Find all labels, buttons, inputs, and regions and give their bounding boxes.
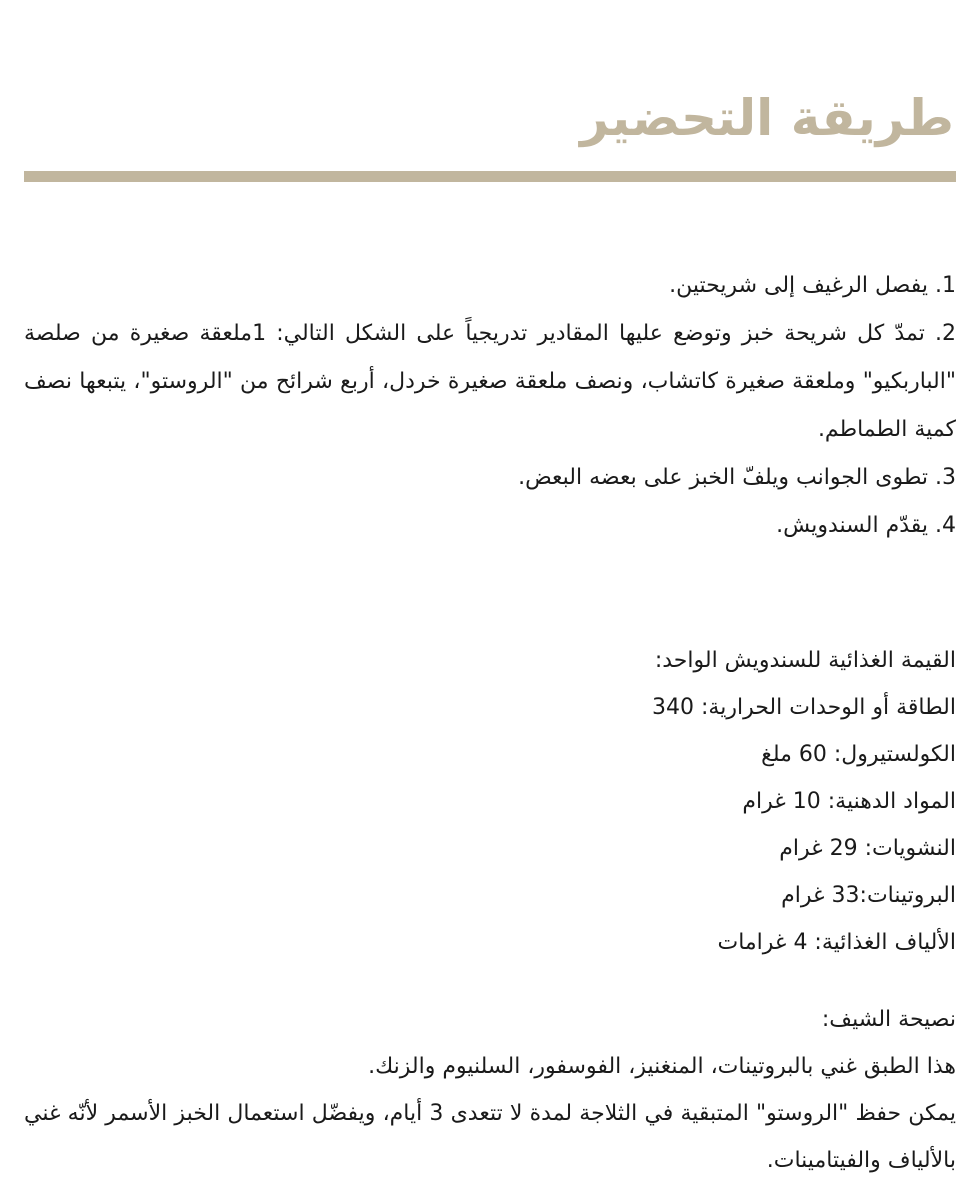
page-title: طريقة التحضير xyxy=(580,89,954,147)
tip-line-2: يمكن حفظ "الروستو" المتبقية في الثلاجة لمدة لا تتعدى 3 أيام، ويفضّل استعمال الخبز الأسمر لأنّه غني بالألياف والفيتامينات. xyxy=(24,1101,956,1173)
nutrition-item-protein: البروتينات:33 غرام xyxy=(781,883,956,908)
nutrition-item-fat: المواد الدهنية: 10 غرام xyxy=(742,789,956,814)
title-divider xyxy=(24,171,956,182)
step-4: 4. يقدّم السندويش. xyxy=(776,513,956,538)
tip-heading: نصيحة الشيف: xyxy=(821,1007,956,1032)
chef-tip xyxy=(24,996,956,1184)
nutrition-heading: القيمة الغذائية للسندويش الواحد: xyxy=(654,648,956,673)
nutrition-item-fiber: الألياف الغذائية: 4 غرامات xyxy=(717,930,956,955)
nutrition-item-calories: الطاقة أو الوحدات الحرارية: 340 xyxy=(652,695,956,720)
nutrition-item-carbs: النشويات: 29 غرام xyxy=(779,836,956,861)
preparation-steps xyxy=(24,262,956,550)
step-2: 2. تمدّ كل شريحة خبز وتوضع عليها المقادير تدريجياً على الشكل التالي: 1ملعقة صغيرة من صلصة "الباربكيو" وملعقة صغيرة كاتشاب، ونصف ملعقة صغيرة خردل، أربع شرائح من "الروستو"، يتبعها نصف كمية الطماطم. xyxy=(24,321,956,442)
tip-line-1: هذا الطبق غني بالبروتينات، المنغنيز، الفوسفور، السلنيوم والزنك. xyxy=(368,1054,956,1079)
step-3: 3. تطوى الجوانب ويلفّ الخبز على بعضه البعض. xyxy=(518,465,956,490)
nutrition-item-cholesterol: الكولستيرول: 60 ملغ xyxy=(761,742,956,767)
nutrition-facts xyxy=(24,637,956,966)
step-1: 1. يفصل الرغيف إلى شريحتين. xyxy=(669,273,956,298)
